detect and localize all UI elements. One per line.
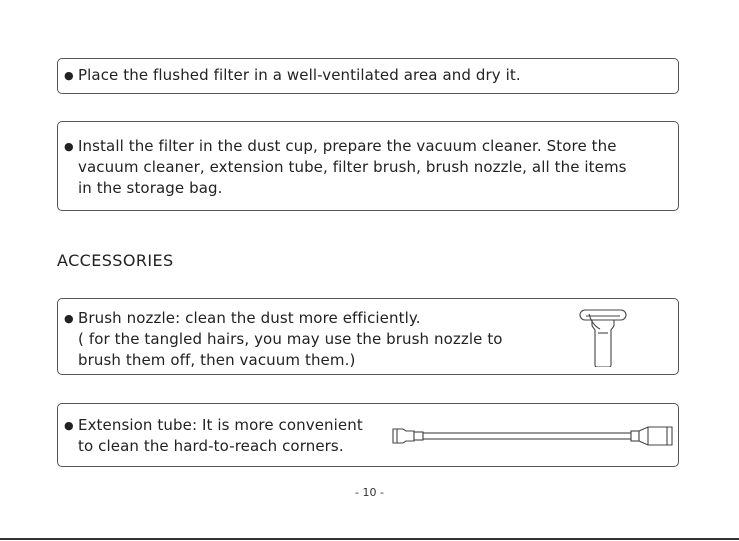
step-text-dry-filter	[64, 65, 521, 86]
text-line: in the storage bag.	[78, 179, 223, 197]
bullet-icon: ●	[64, 419, 74, 432]
text-line: Extension tube: It is more convenient	[78, 416, 363, 434]
brush-nozzle-icon	[578, 309, 628, 367]
text-line: ( for the tangled hairs, you may use the brush nozzle to	[78, 330, 503, 348]
text-line: Place the flushed filter in a well-ventilated area and dry it.	[78, 66, 521, 84]
bullet-icon: ●	[64, 69, 74, 82]
bottom-rule	[0, 538, 739, 540]
text-line: to clean the hard-to-reach corners.	[78, 437, 344, 455]
section-heading-accessories: ACCESSORIES	[57, 251, 174, 270]
accessory-text-extension-tube	[64, 415, 363, 457]
step-box-dry-filter	[57, 58, 679, 94]
bullet-icon: ●	[64, 312, 74, 325]
page-number: - 10 -	[355, 486, 384, 499]
text-line: Brush nozzle: clean the dust more efficiently.	[78, 309, 421, 327]
accessory-text-brush-nozzle	[64, 308, 503, 371]
text-line: brush them off, then vacuum them.)	[78, 351, 356, 369]
extension-tube-icon	[392, 423, 674, 449]
text-line: Install the filter in the dust cup, prepare the vacuum cleaner. Store the	[78, 137, 617, 155]
step-box-install-filter	[57, 121, 679, 211]
bullet-icon: ●	[64, 140, 74, 153]
accessory-box-extension-tube	[57, 403, 679, 467]
text-line: vacuum cleaner, extension tube, filter brush, brush nozzle, all the items	[78, 158, 627, 176]
accessory-box-brush-nozzle	[57, 298, 679, 375]
step-text-install-filter	[64, 136, 627, 199]
